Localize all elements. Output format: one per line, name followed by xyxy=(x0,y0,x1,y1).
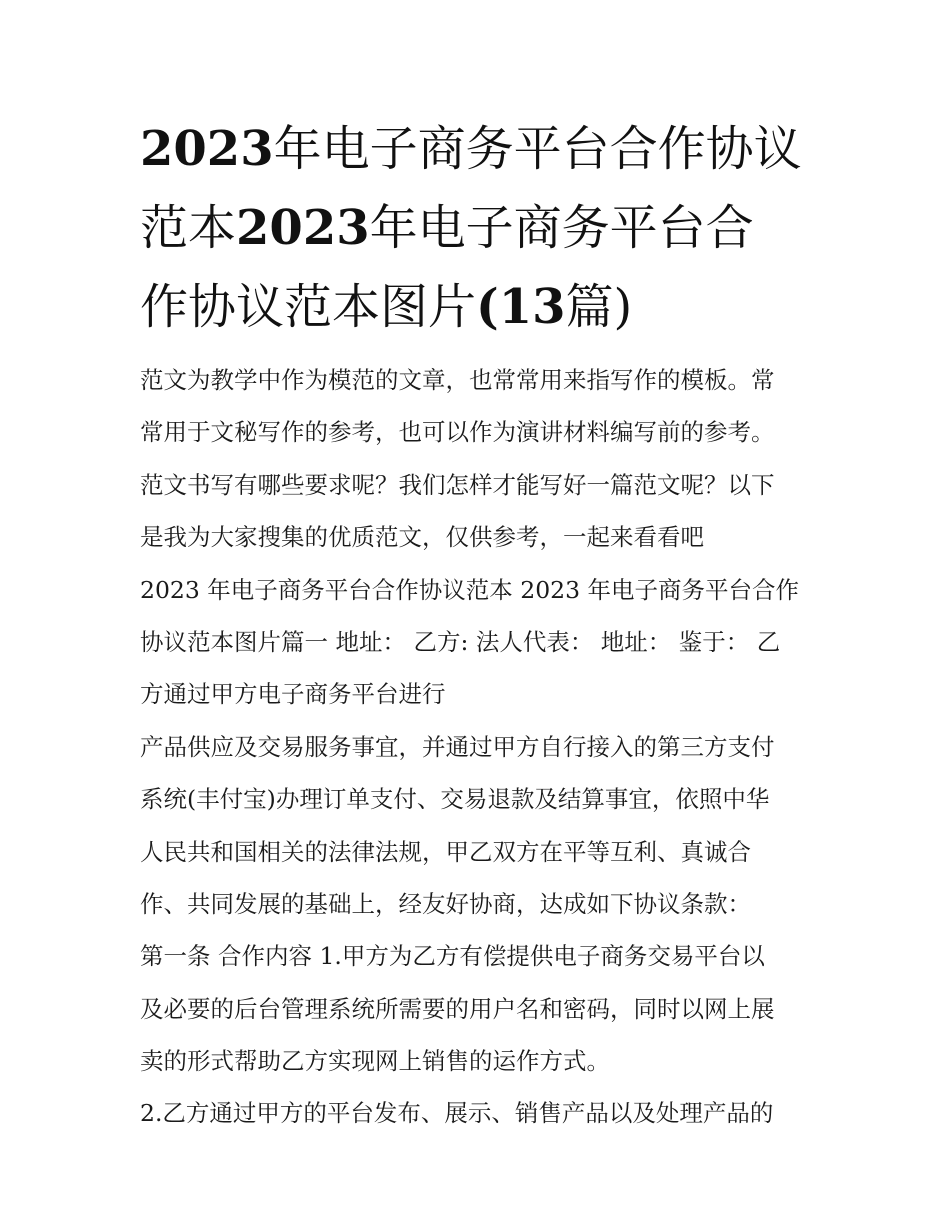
body-line: 人民共和国相关的法律法规，甲乙双方在平等互利、真诚合 xyxy=(140,837,751,866)
title-line: 2023年电子商务平台合作协议 xyxy=(140,121,802,177)
body-line: 常用于文秘写作的参考，也可以作为演讲材料编写前的参考。 xyxy=(140,418,775,447)
body-line: 范文为教学中作为模范的文章，也常常用来指写作的模板。常 xyxy=(140,366,775,394)
body-line: 范文书写有哪些要求呢？我们怎样才能写好一篇范文呢？以下 xyxy=(140,470,775,499)
body-line: 2023 年电子商务平台合作协议范本 2023 年电子商务平台合作 xyxy=(140,575,800,604)
document-body xyxy=(140,354,840,1140)
body-line: 产品供应及交易服务事宜，并通过甲方自行接入的第三方支付 xyxy=(140,732,775,761)
body-line: 作、共同发展的基础上，经友好协商，达成如下协议条款： xyxy=(140,889,751,918)
body-line: 2.乙方通过甲方的平台发布、展示、销售产品以及处理产品的 xyxy=(140,1099,774,1128)
title-line: 作协议范本图片(13篇) xyxy=(140,279,633,335)
body-line: 方通过甲方电子商务平台进行 xyxy=(140,680,446,709)
body-line: 第一条 合作内容 1.甲方为乙方有偿提供电子商务交易平台以 xyxy=(140,942,765,971)
body-line: 协议范本图片篇一 地址： 乙方: 法人代表： 地址： 鉴于： 乙 xyxy=(140,627,781,656)
title-line: 范本2023年电子商务平台合 xyxy=(140,200,754,256)
body-line: 卖的形式帮助乙方实现网上销售的运作方式。 xyxy=(140,1047,610,1076)
body-line: 是我为大家搜集的优质范文，仅供参考，一起来看看吧 xyxy=(140,523,704,552)
document-title xyxy=(140,110,820,347)
body-line: 及必要的后台管理系统所需要的用户名和密码，同时以网上展 xyxy=(140,994,775,1023)
body-line: 系统(丰付宝)办理订单支付、交易退款及结算事宜，依照中华 xyxy=(140,785,770,814)
